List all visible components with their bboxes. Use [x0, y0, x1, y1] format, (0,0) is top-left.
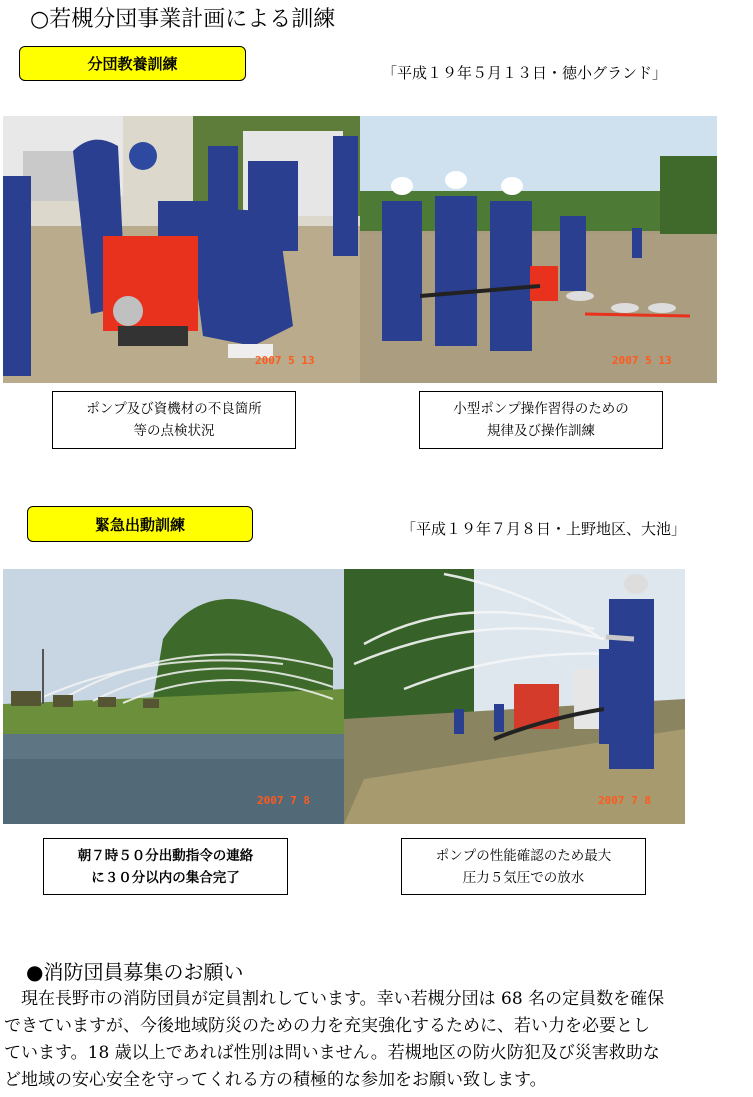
- caption-pressure: [401, 838, 646, 895]
- paragraph-line: できていますが、今後地域防災のための力を充実強化するために、若い力を必要とし: [4, 1016, 650, 1036]
- page-title: ○若槻分団事業計画による訓練: [30, 7, 336, 32]
- section-date: 「平成１９年７月８日・上野地区、大池」: [401, 520, 687, 538]
- section-label-emergency: 緊急出動訓練: [27, 506, 253, 542]
- photo-date-stamp: 2007 7 8: [257, 794, 310, 807]
- photo-pump-drill: [360, 116, 717, 383]
- section-date: 「平成１９年５月１３日・徳小グランド」: [382, 64, 668, 82]
- photo-date-stamp: 2007 5 13: [255, 354, 315, 367]
- caption-line: に３０分以内の集合完了: [91, 869, 240, 886]
- caption-line: 小型ポンプ操作習得のための: [453, 401, 629, 417]
- photo-max-pressure: [344, 569, 685, 824]
- paragraph-line: ています。18 歳以上であれば性別は問いません。若槻地区の防火防犯及び災害救助な: [4, 1043, 660, 1063]
- photo-date-stamp: 2007 5 13: [612, 354, 672, 367]
- caption-line: 朝７時５０分出動指令の連絡: [77, 847, 254, 864]
- recruit-heading: ●消防団員募集のお願い: [26, 960, 244, 984]
- caption-inspection: [52, 391, 296, 449]
- photo-date-stamp: 2007 7 8: [598, 794, 651, 807]
- recruit-paragraph: [4, 986, 752, 1094]
- paragraph-line: ど地域の安心安全を守ってくれる方の積極的な参加をお願い致します。: [4, 1070, 547, 1090]
- section-label-training: 分団教養訓練: [19, 46, 246, 81]
- photo-pump-inspection: [3, 116, 360, 383]
- caption-assembly: [43, 838, 288, 895]
- caption-line: 等の点検状況: [133, 423, 215, 439]
- caption-line: ポンプ及び資機材の不良箇所: [86, 401, 262, 417]
- caption-drill: [419, 391, 663, 449]
- paragraph-line: 現在長野市の消防団員が定員割れしています。幸い若槻分団は 68 名の定員数を確保: [4, 989, 665, 1009]
- photo-pond-water: [3, 569, 344, 824]
- caption-line: 規律及び操作訓練: [487, 423, 595, 439]
- caption-line: ポンプの性能確認のため最大: [435, 847, 612, 864]
- caption-line: 圧力５気圧での放水: [462, 869, 585, 886]
